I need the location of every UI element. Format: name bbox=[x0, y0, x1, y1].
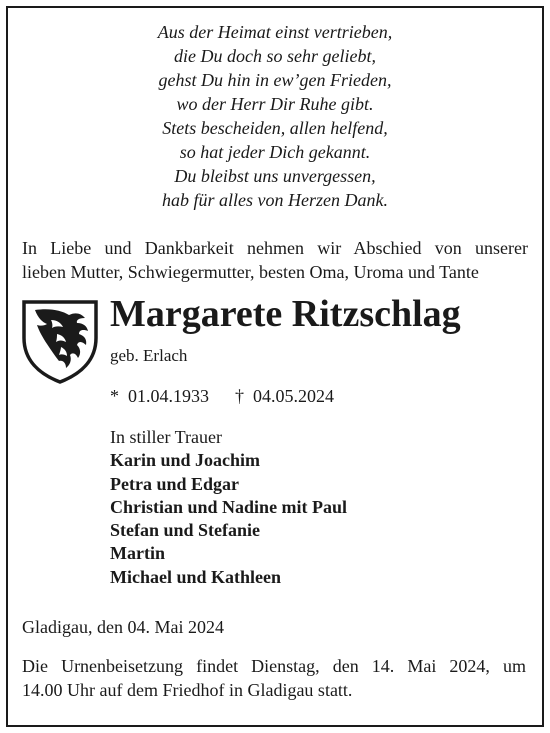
mourners bbox=[110, 426, 347, 589]
intro-line: lieben Mutter, Schwiegermutter, besten Oma, Uroma und Tante bbox=[22, 262, 479, 282]
burial-line: 14.00 Uhr auf dem Friedhof in Gladigau statt. bbox=[22, 680, 353, 700]
poem-line: die Du doch so sehr geliebt, bbox=[174, 46, 376, 66]
deceased-name: Margarete Ritzschlag bbox=[110, 293, 461, 335]
coat-of-arms-eagle-wing-icon bbox=[21, 298, 99, 384]
mourner-name: Karin und Joachim bbox=[110, 450, 261, 471]
mourning-heading: In stiller Trauer bbox=[110, 427, 222, 447]
burial-notice bbox=[22, 654, 526, 702]
burial-line: Die Urnenbeisetzung findet Dienstag, den 14. Mai 2024, um bbox=[22, 656, 526, 676]
mourner-name: Christian und Nadine mit Paul bbox=[110, 496, 348, 517]
poem-line: Stets bescheiden, allen helfend, bbox=[162, 118, 388, 138]
life-dates bbox=[110, 384, 334, 408]
intro-line: In Liebe und Dankbarkeit nehmen wir Abschied von unserer bbox=[22, 238, 528, 258]
intro-text bbox=[22, 236, 528, 284]
poem-line: wo der Herr Dir Ruhe gibt. bbox=[176, 94, 374, 114]
death-date: 04.05.2024 bbox=[253, 386, 334, 406]
poem-line: gehst Du hin in ew’gen Frieden, bbox=[158, 70, 392, 90]
death-cross-icon: † bbox=[235, 386, 244, 406]
poem bbox=[0, 20, 550, 212]
birth-name: geb. Erlach bbox=[110, 346, 188, 365]
birth-symbol: * bbox=[110, 386, 119, 406]
mourner-name: Stefan und Stefanie bbox=[110, 520, 261, 541]
mourner-name: Michael und Kathleen bbox=[110, 566, 282, 587]
mourner-name: Martin bbox=[110, 543, 165, 564]
poem-line: Du bleibst uns unvergessen, bbox=[174, 166, 376, 186]
birth-date: 01.04.1933 bbox=[128, 386, 209, 406]
poem-line: so hat jeder Dich gekannt. bbox=[179, 142, 371, 162]
poem-line: Aus der Heimat einst vertrieben, bbox=[157, 22, 393, 42]
mourner-name: Petra und Edgar bbox=[110, 473, 240, 494]
place-and-date: Gladigau, den 04. Mai 2024 bbox=[22, 617, 224, 637]
poem-line: hab für alles von Herzen Dank. bbox=[162, 190, 388, 210]
